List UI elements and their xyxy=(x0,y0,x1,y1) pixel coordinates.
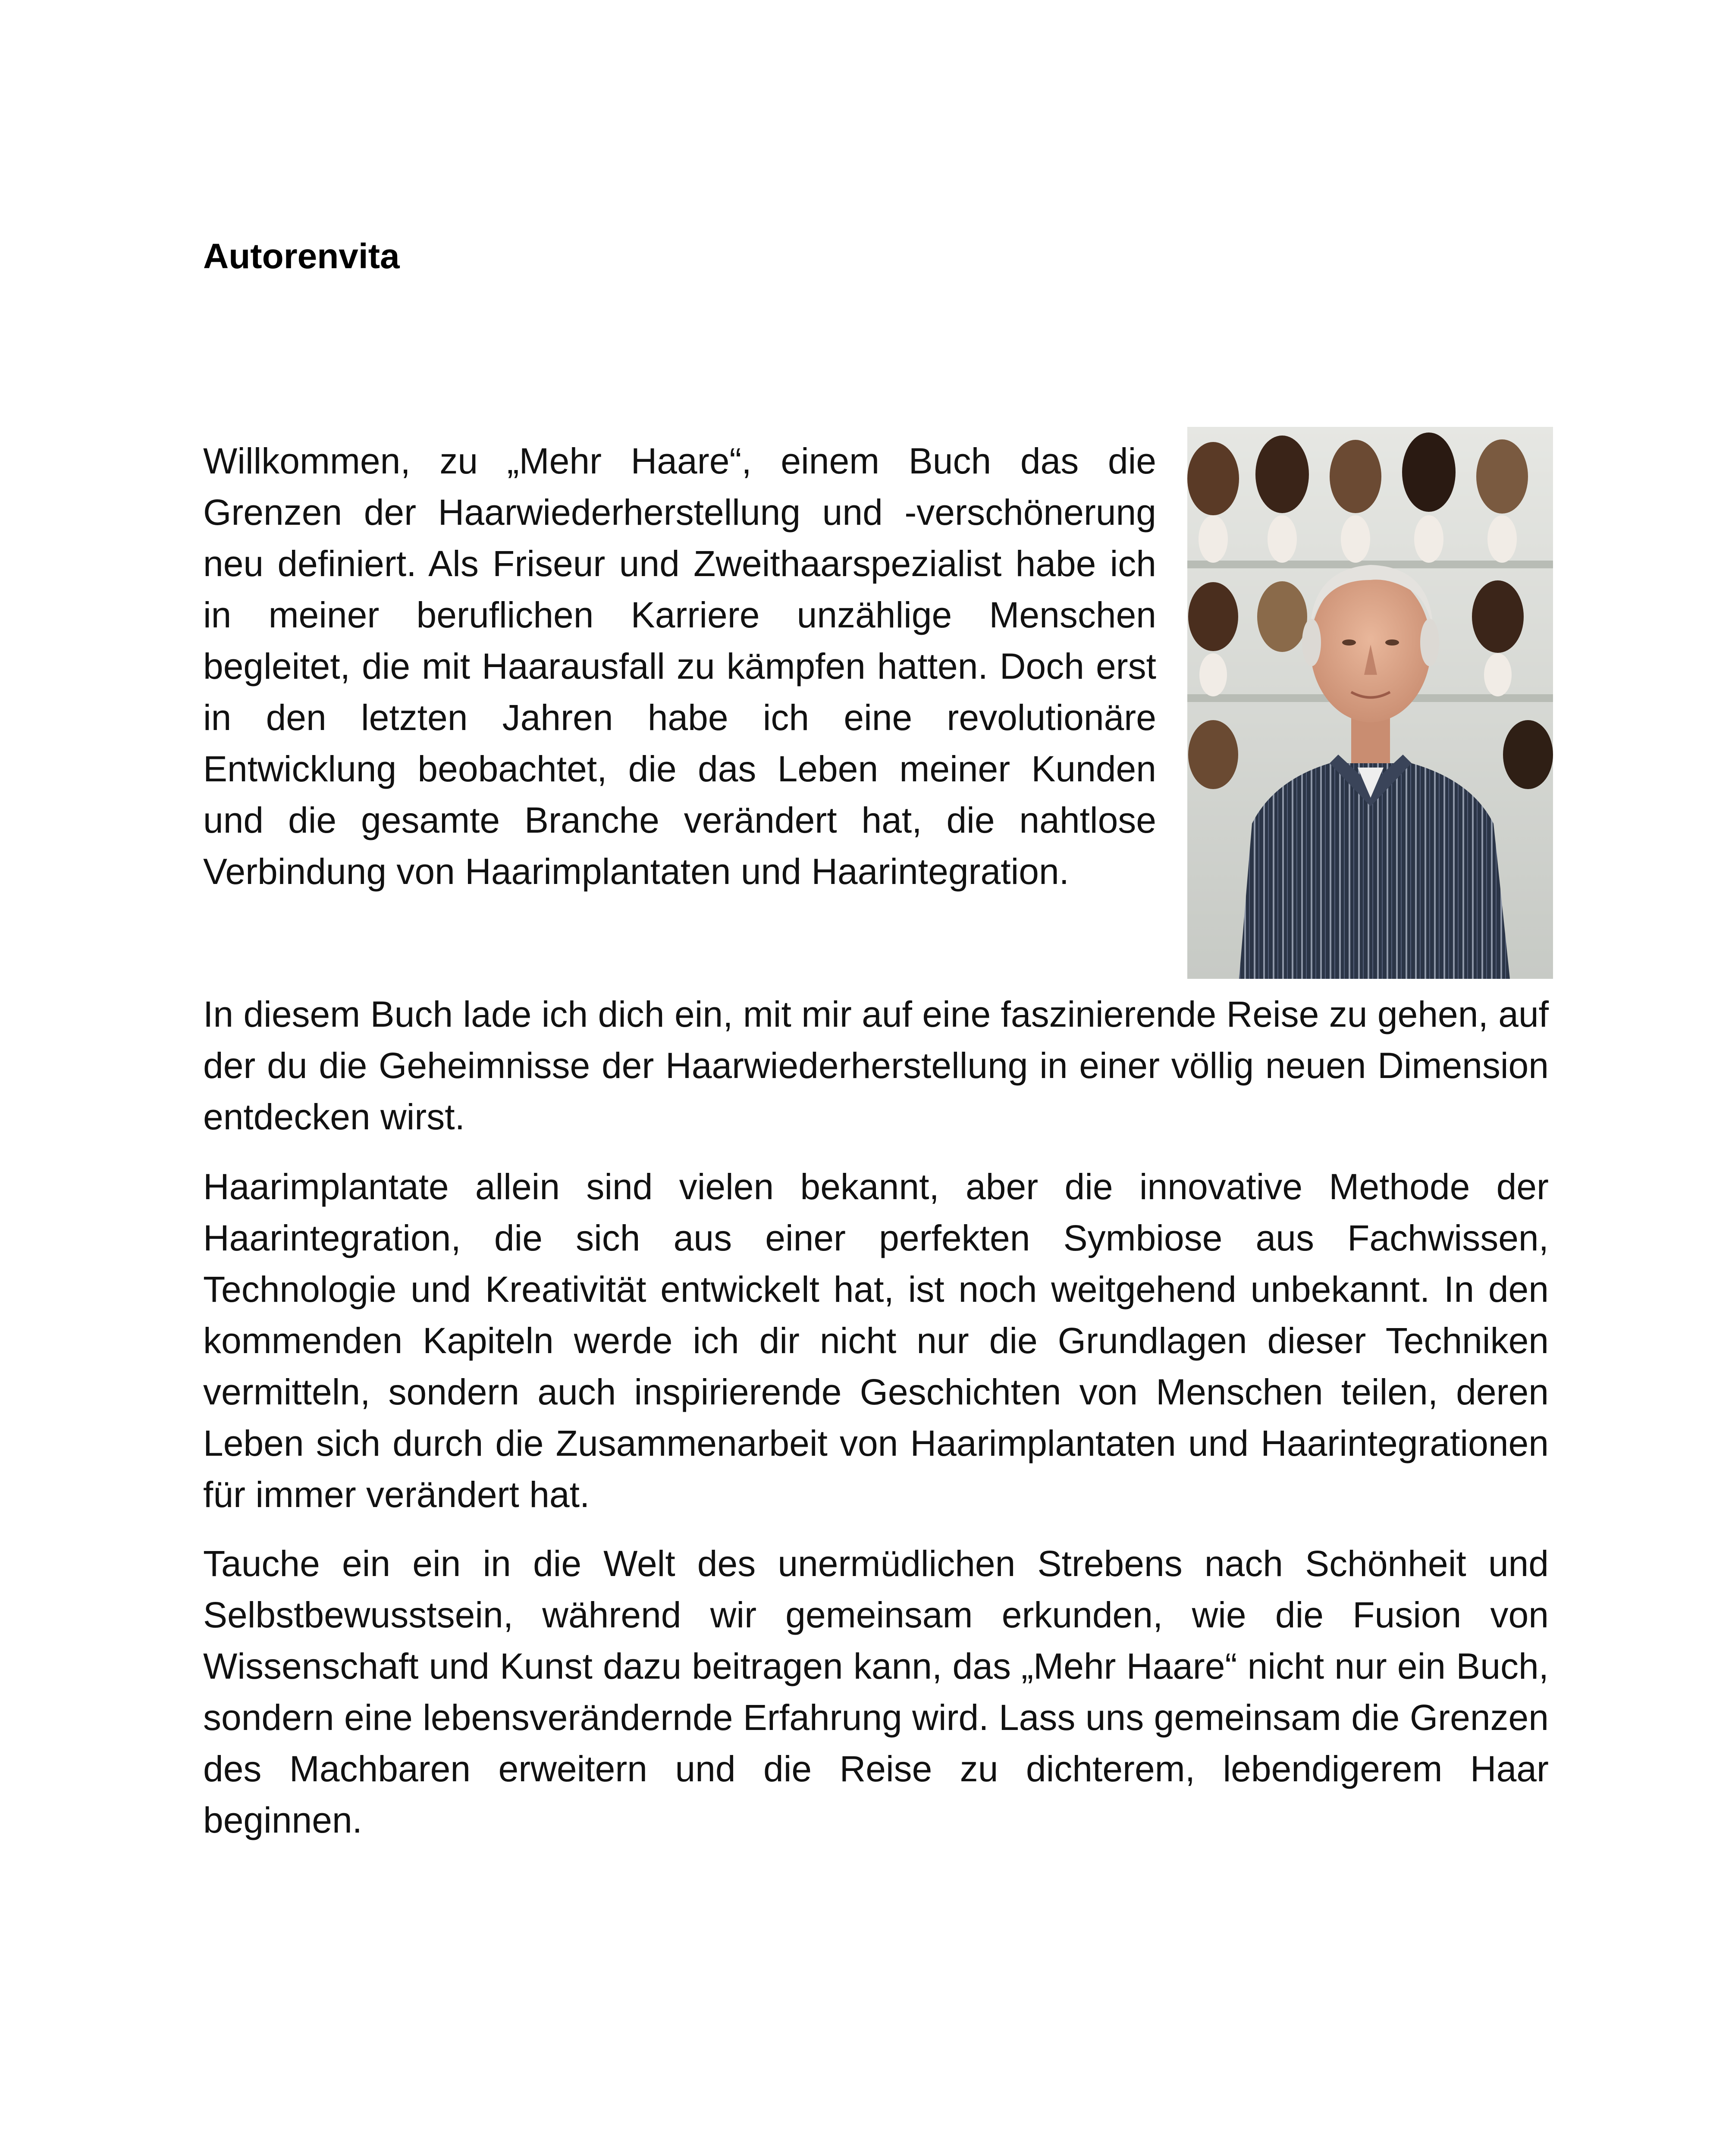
author-portrait-image xyxy=(1187,427,1553,979)
author-photo xyxy=(1187,427,1553,979)
paragraph-4: Tauche ein ein in die Welt des unermüdlichen Strebens nach Schönheit und Selbstbewusstsein, während wir gemeinsam erkunden, wie die Fusion von Wissenschaft und Kunst dazu beitragen kann, das „Mehr Haare“ nicht nur ein Buch, sondern eine lebensverändernde Erfahrung wird. Lass uns gemeinsam die Grenzen des Machbaren erweitern und die Reise zu dichterem, lebendigerem Haar beginnen. xyxy=(203,1543,1549,1840)
paragraph-2: In diesem Buch lade ich dich ein, mit mir auf eine faszinierende Reise zu gehen, auf der du die Geheimnisse der Haarwiederherstellung in einer völlig neuen Dimension entdecken wirst. xyxy=(203,994,1549,1137)
paragraph-3: Haarimplantate allein sind vielen bekannt, aber die innovative Methode der Haarintegration, die sich aus einer perfekten Symbiose aus Fachwissen, Technologie und Kreativität entwickelt hat, ist noch weitgehend unbekannt. In den kommenden Kapiteln werde ich dir nicht nur die Grundlagen dieser Techniken vermitteln, sondern auch inspirierende Geschichten von Menschen teilen, deren Leben sich durch die Zusammenarbeit von Haarimplantaten und Haarintegrationen für immer verändert hat. xyxy=(203,1166,1549,1515)
page-title: Autorenvita xyxy=(203,237,400,276)
paragraph-intro: Willkommen, zu „Mehr Haare“, einem Buch das die Grenzen der Haarwiederherstellung und -verschönerung neu definiert. Als Friseur und Zweithaarspezialist habe ich in meiner beruflichen Karriere unzählige Menschen begleitet, die mit Haarausfall zu kämpfen hatten. Doch erst in den letzten Jahren habe ich eine revolutionäre Entwicklung beobachtet, die das Leben meiner Kunden und die gesamte Branche verändert hat, die nahtlose Verbindung von Haarimplantaten und Haarintegration. xyxy=(203,441,1156,892)
